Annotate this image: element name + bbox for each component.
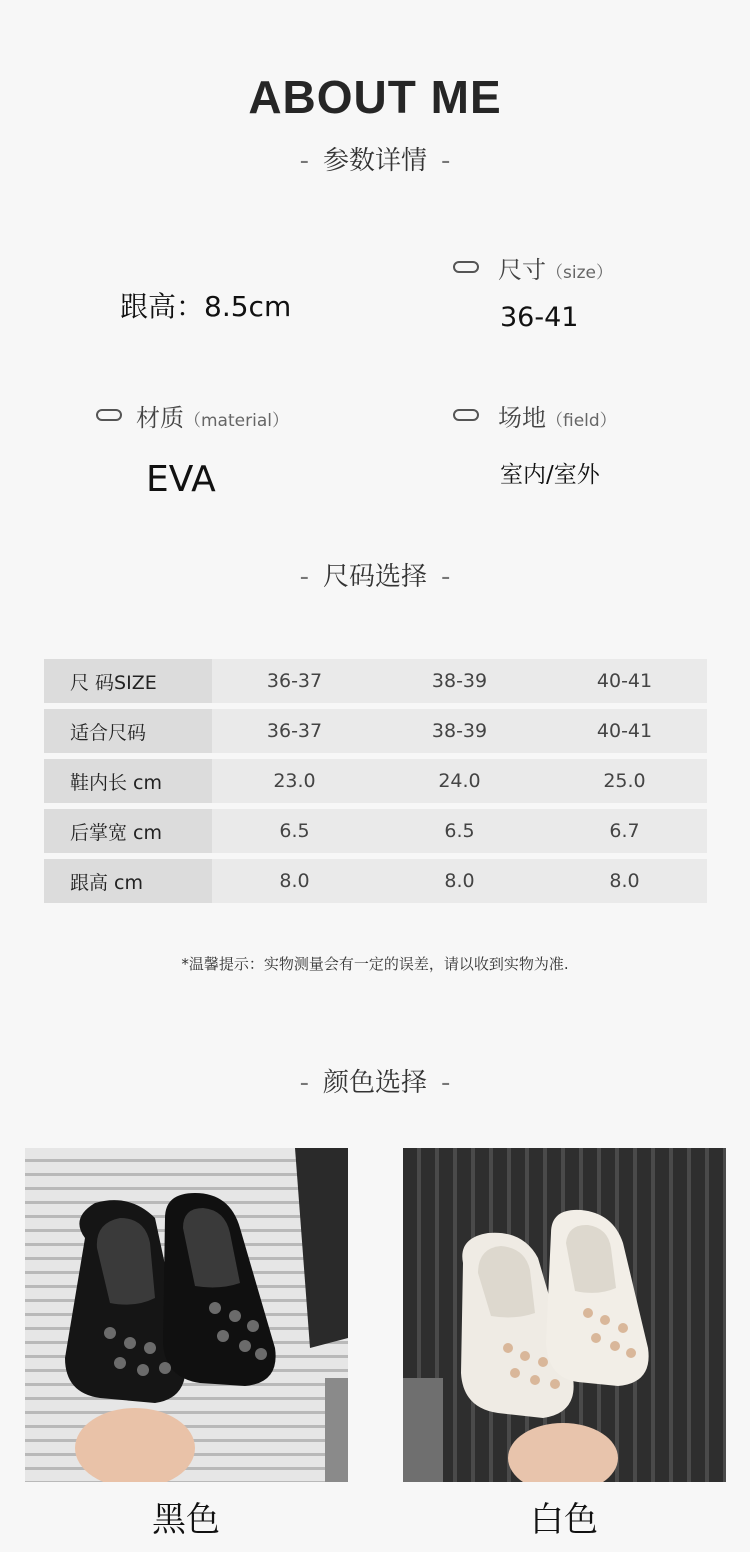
- table-row: [44, 859, 707, 903]
- table-cell: 24.0: [377, 759, 542, 803]
- field-label-en: （field）: [546, 411, 617, 431]
- black-clog-photo: [25, 1148, 348, 1482]
- field-label-text: 场地: [498, 404, 546, 432]
- table-cell: 38-39: [377, 659, 542, 703]
- color-section-title-text: 颜色选择: [322, 1068, 427, 1098]
- table-cell: 36-37: [212, 709, 377, 753]
- heel-value: 8.5cm: [204, 290, 292, 323]
- size-label-en: （size）: [546, 263, 613, 283]
- material-label: [136, 398, 289, 433]
- black-clog-image: [25, 1148, 348, 1482]
- pill-icon: [453, 409, 479, 421]
- page-subtitle: - 参数详情 -: [299, 146, 451, 176]
- row-header: 适合尺码: [44, 709, 212, 753]
- page-subtitle-text: 参数详情: [322, 146, 427, 176]
- field-label: [498, 398, 617, 433]
- table-cell: 40-41: [542, 659, 707, 703]
- pill-icon: [453, 261, 479, 273]
- heel-label: 跟高：: [120, 290, 205, 323]
- table-cell: 23.0: [212, 759, 377, 803]
- page-title: ABOUT ME: [248, 71, 502, 123]
- row-header: 后掌宽 cm: [44, 809, 212, 853]
- table-cell: 40-41: [542, 709, 707, 753]
- material-label-en: （material）: [184, 411, 289, 431]
- color-label-white: 白色: [530, 1500, 598, 1540]
- table-cell: 38-39: [377, 709, 542, 753]
- heel-spec: [120, 285, 291, 325]
- table-row: [44, 809, 707, 853]
- table-cell: 8.0: [542, 859, 707, 903]
- size-section-title: - 尺码选择 -: [299, 562, 451, 592]
- size-section-title-text: 尺码选择: [322, 562, 427, 592]
- white-clog-image: [403, 1148, 726, 1482]
- size-label-text: 尺寸: [498, 256, 546, 284]
- table-cell: 6.5: [377, 809, 542, 853]
- white-clog-photo: [403, 1148, 726, 1482]
- row-header: 鞋内长 cm: [44, 759, 212, 803]
- table-row: [44, 709, 707, 753]
- row-header: 尺 码SIZE: [44, 659, 212, 703]
- row-header: 跟高 cm: [44, 859, 212, 903]
- color-label-black: 黑色: [152, 1500, 220, 1540]
- pill-icon: [96, 409, 122, 421]
- table-cell: 8.0: [377, 859, 542, 903]
- table-row: [44, 759, 707, 803]
- field-value: 室内/室外: [500, 462, 600, 488]
- material-value: EVA: [146, 459, 216, 500]
- measurement-note: *温馨提示：实物测量会有一定的误差，请以收到实物为准.: [181, 955, 569, 973]
- size-table: [44, 653, 707, 909]
- table-cell: 36-37: [212, 659, 377, 703]
- table-cell: 6.5: [212, 809, 377, 853]
- material-label-text: 材质: [136, 404, 184, 432]
- table-cell: 8.0: [212, 859, 377, 903]
- size-label: [498, 250, 613, 285]
- table-cell: 6.7: [542, 809, 707, 853]
- size-value: 36-41: [500, 302, 579, 333]
- table-cell: 25.0: [542, 759, 707, 803]
- color-section-title: - 颜色选择 -: [299, 1068, 451, 1098]
- table-row: [44, 659, 707, 703]
